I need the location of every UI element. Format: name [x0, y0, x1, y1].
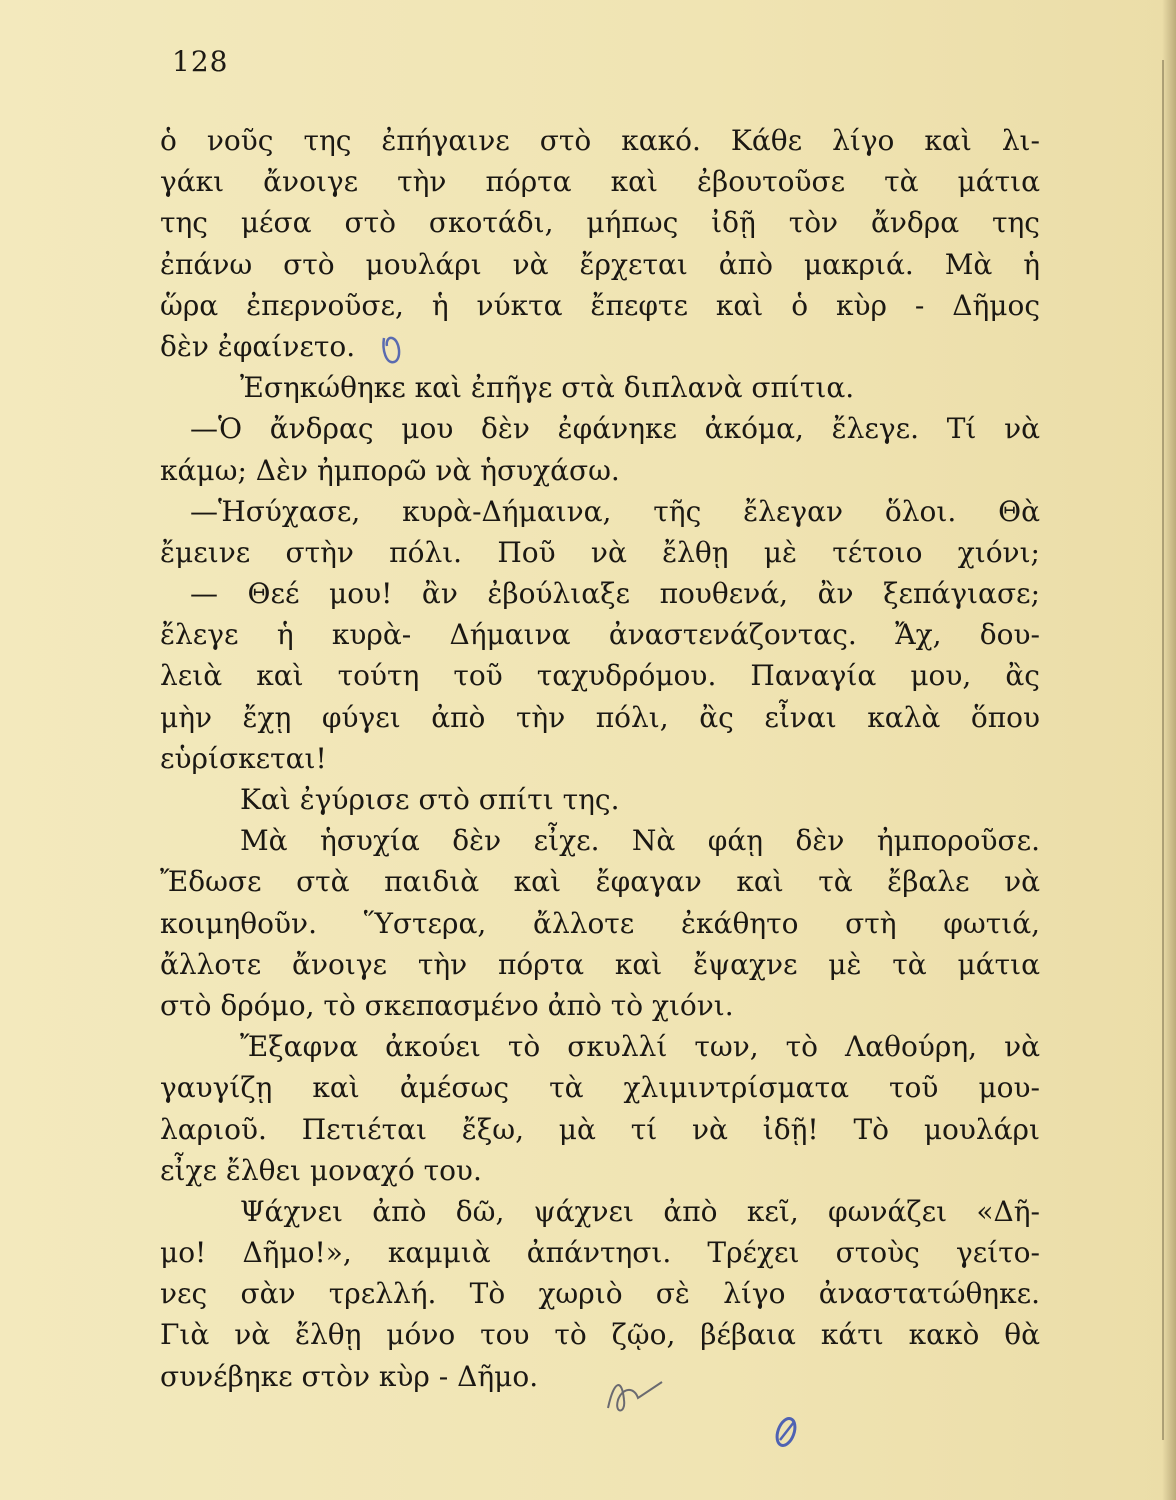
text-line: ἔμεινε στὴν πόλι. Ποῦ νὰ ἔλθῃ μὲ τέτοιο χιόνι;: [160, 535, 1040, 569]
text-line: γάκι ἄνοιγε τὴν πόρτα καὶ ἐβουτοῦσε τὰ μάτια: [160, 165, 1040, 199]
text-line: εὑρίσκεται!: [160, 741, 327, 775]
text-line: Ἔξαφνα ἀκούει τὸ σκυλλί των, τὸ Λαθούρη, νὰ: [240, 1030, 1040, 1064]
text-line: κοιμηθοῦν. Ὕστερα, ἄλλοτε ἐκάθητο στὴ φωτιά,: [160, 906, 1040, 940]
text-line: — Θεέ μου! ἂν ἐβούλιαξε πουθενά, ἂν ξεπάγιασε;: [190, 577, 1040, 611]
text-line: στὸ δρόμο, τὸ σκεπασμένο ἀπὸ τὸ χιόνι.: [160, 988, 734, 1022]
text-line: ἐπάνω στὸ μουλάρι νὰ ἔρχεται ἀπὸ μακριά. Μὰ ἡ: [160, 247, 1040, 281]
text-line: συνέβηκε στὸν κὺρ - Δῆμο.: [160, 1359, 539, 1393]
body-text: [160, 120, 1040, 1397]
text-line: δὲν ἐφαίνετο.: [160, 329, 356, 363]
text-line: Ἐσηκώθηκε καὶ ἐπῆγε στὰ διπλανὰ σπίτια.: [240, 371, 855, 405]
text-line: μὴν ἔχῃ φύγει ἀπὸ τὴν πόλι, ἂς εἶναι καλὰ ὅπου: [160, 700, 1040, 734]
text-line: —Ἡσύχασε, κυρὰ-Δήμαινα, τῆς ἔλεγαν ὅλοι. Θὰ: [190, 494, 1040, 528]
text-line: μο! Δῆμο!», καμμιὰ ἀπάντησι. Τρέχει στοὺς γείτο-: [160, 1236, 1040, 1270]
text-line: ὥρα ἐπερνοῦσε, ἡ νύκτα ἔπεφτε καὶ ὁ κὺρ - Δῆμος: [160, 288, 1040, 322]
page-edge-shadow: [1162, 0, 1176, 1500]
text-line: Καὶ ἐγύρισε στὸ σπίτι της.: [240, 783, 620, 816]
text-line: Ψάχνει ἀπὸ δῶ, ψάχνει ἀπὸ κεῖ, φωνάζει «Δῆ-: [240, 1194, 1040, 1228]
text-line: —Ὁ ἄνδρας μου δὲν ἐφάνηκε ἀκόμα, ἔλεγε. Τί νὰ: [190, 412, 1040, 446]
text-line: Γιὰ νὰ ἔλθῃ μόνο του τὸ ζῷο, βέβαια κάτι κακὸ θὰ: [160, 1318, 1040, 1352]
page-number: 128: [172, 45, 229, 78]
text-line: της μέσα στὸ σκοτάδι, μήπως ἰδῇ τὸν ἄνδρα της: [160, 206, 1040, 240]
text-line: νες σὰν τρελλή. Τὸ χωριὸ σὲ λίγο ἀναστατώθηκε.: [160, 1277, 1040, 1311]
text-line: λαριοῦ. Πετιέται ἔξω, μὰ τί νὰ ἰδῇ! Τὸ μουλάρι: [160, 1112, 1040, 1146]
text-line: ἔλεγε ἡ κυρὰ- Δήμαινα ἀναστενάζοντας. Ἄχ, δου-: [160, 618, 1040, 652]
pencil-mark-icon: [770, 1410, 806, 1454]
text-line: εἶχε ἔλθει μοναχό του.: [160, 1153, 482, 1187]
text-line: Ἔδωσε στὰ παιδιὰ καὶ ἔφαγαν καὶ τὰ ἔβαλε νὰ: [160, 865, 1040, 899]
text-line: λειὰ καὶ τούτη τοῦ ταχυδρόμου. Παναγία μου, ἂς: [160, 659, 1040, 693]
text-line: Μὰ ἡσυχία δὲν εἶχε. Νὰ φάῃ δὲν ἠμποροῦσε.: [240, 824, 1040, 858]
pencil-mark-icon: [600, 1370, 670, 1420]
text-line: ἄλλοτε ἄνοιγε τὴν πόρτα καὶ ἔψαχνε μὲ τὰ μάτια: [160, 947, 1040, 981]
text-line: κάμω; Δὲν ἠμπορῶ νὰ ἡσυχάσω.: [160, 453, 620, 487]
text-line: ὁ νοῦς της ἐπήγαινε στὸ κακό. Κάθε λίγο καὶ λι-: [160, 124, 1040, 157]
text-line: γαυγίζῃ καὶ ἀμέσως τὰ χλιμιντρίσματα τοῦ μου-: [160, 1071, 1040, 1105]
pencil-mark-icon: [378, 330, 408, 370]
